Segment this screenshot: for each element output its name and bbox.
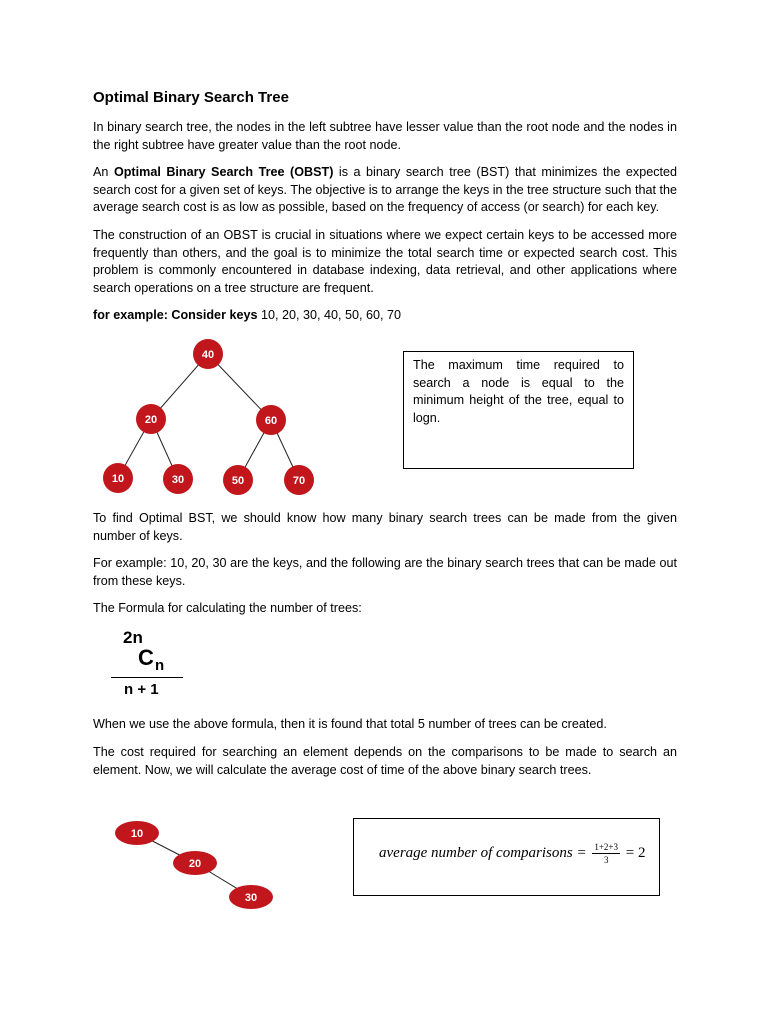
cost-numerator: 1+2+3 xyxy=(594,842,619,852)
cost-equation xyxy=(379,841,645,866)
node-50 xyxy=(223,465,253,495)
skew-node-10 xyxy=(115,821,159,845)
node-20-label: 20 xyxy=(144,414,158,426)
paragraph-obst-definition xyxy=(93,164,677,217)
obst-term: Optimal Binary Search Tree (OBST) xyxy=(113,165,334,179)
node-70-label: 70 xyxy=(292,475,306,487)
paragraph-five-trees: When we use the above formula, then it is found that total 5 number of trees can be created. xyxy=(93,717,607,731)
node-10 xyxy=(103,463,133,493)
skew-node-10-label: 10 xyxy=(130,828,144,840)
node-60-label: 60 xyxy=(264,415,278,427)
bst-diagram-balanced xyxy=(95,336,335,500)
catalan-formula xyxy=(108,628,188,700)
cost-result: = 2 xyxy=(625,844,646,861)
text-rest: is a binary search tree (BST) that minimizes the expected search cost for a given set of keys. The objective is to arrange the keys in the tree structure such that the average search cost is as low as possible, based on the frequency of access (or search) for each key. xyxy=(93,165,678,215)
paragraph-intro: In binary search tree, the nodes in the left subtree have lesser value than the root node and the nodes in the right subtree have greater value than the root node. xyxy=(93,120,677,152)
node-40-label: 40 xyxy=(201,349,215,361)
paragraph-example xyxy=(93,307,677,325)
node-10-label: 10 xyxy=(111,473,125,485)
node-30 xyxy=(163,464,193,494)
formula-denominator: n + 1 xyxy=(124,681,159,698)
skew-node-20-label: 20 xyxy=(188,858,202,870)
text-prefix: An xyxy=(93,165,114,179)
paragraph-example-keys: For example: 10, 20, 30 are the keys, and the following are the binary search trees that can be made out from these keys. xyxy=(93,556,677,588)
cost-formula-box xyxy=(353,818,660,896)
paragraph-find-optimal: To find Optimal BST, we should know how many binary search trees can be made from the given number of keys. xyxy=(93,511,677,543)
node-70 xyxy=(284,465,314,495)
bst-diagram-skewed xyxy=(110,818,290,918)
node-50-label: 50 xyxy=(231,475,245,487)
skew-node-30 xyxy=(229,885,273,909)
cost-fraction xyxy=(592,841,620,866)
node-40 xyxy=(193,339,223,369)
formula-fraction-bar xyxy=(111,677,183,678)
node-60 xyxy=(256,405,286,435)
paragraph-formula-intro: The Formula for calculating the number of trees: xyxy=(93,601,362,615)
note-box: The maximum time required to search a node is equal to the minimum height of the tree, equal to logn. xyxy=(403,351,634,469)
paragraph-construction: The construction of an OBST is crucial in situations where we expect certain keys to be accessed more frequently than others, and the goal is to minimize the total search time or expected search cost. This problem is commonly encountered in database indexing, data retrieval, and other applications where search operations on a tree structure are frequent. xyxy=(93,228,677,295)
node-30-label: 30 xyxy=(171,474,185,486)
cost-denominator: 3 xyxy=(603,855,609,865)
example-label: for example: Consider keys xyxy=(93,308,258,322)
formula-c: C xyxy=(138,645,154,670)
cost-label: average number of comparisons = xyxy=(379,844,587,861)
skew-node-30-label: 30 xyxy=(244,892,258,904)
example-keys: 10, 20, 30, 40, 50, 60, 70 xyxy=(257,308,402,322)
node-20 xyxy=(136,404,166,434)
page-title: Optimal Binary Search Tree xyxy=(93,89,289,106)
skew-node-20 xyxy=(173,851,217,875)
formula-subscript: n xyxy=(155,657,165,674)
paragraph-cost: The cost required for searching an element depends on the comparisons to be made to search an element. Now, we will calculate the average cost of time of the above binary search trees. xyxy=(93,745,677,777)
formula-superscript: 2n xyxy=(123,628,143,647)
